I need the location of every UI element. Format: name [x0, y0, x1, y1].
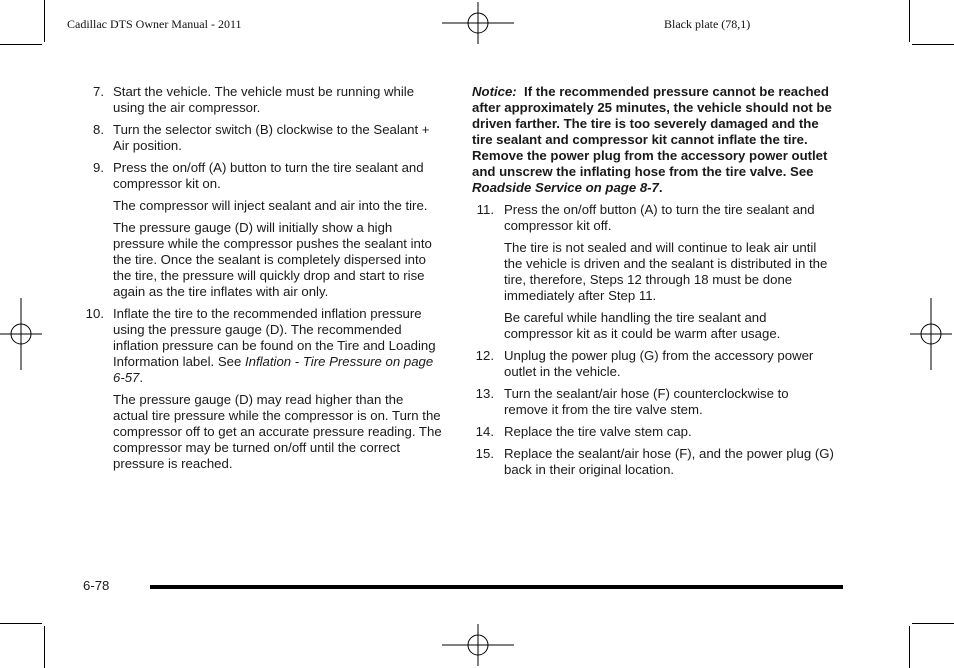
step-number: 10.: [85, 306, 104, 321]
registration-mark-top: [442, 2, 514, 44]
step-number: 15.: [475, 446, 494, 461]
crop-mark-bl-h: [0, 623, 42, 624]
step-14: [472, 424, 834, 440]
step-number: 7.: [93, 84, 104, 99]
step-13: [472, 386, 834, 418]
step-8: [80, 122, 442, 154]
step-text: Press the on/off button (A) to turn the tire sealant and compressor kit off.: [504, 202, 815, 233]
step-number: 9.: [93, 160, 104, 175]
step-text: Press the on/off (A) button to turn the tire sealant and compressor kit on.: [113, 160, 424, 191]
notice-label: Notice:: [472, 84, 517, 99]
xref-roadside-link[interactable]: Roadside Service on page 8-7: [472, 180, 659, 195]
registration-mark-bottom: [442, 624, 514, 666]
step-number: 12.: [475, 348, 494, 363]
footer-rule: [150, 585, 843, 589]
step-text: Unplug the power plug (G) from the accessory power outlet in the vehicle.: [504, 348, 814, 379]
step-10-note-1: The pressure gauge (D) may read higher than the actual tire pressure while the compressor is on. Turn the compressor off to get an accurate pressure reading. The compressor may be turned on/off until the correct pressure is reached.: [113, 392, 442, 471]
step-9: [80, 160, 442, 192]
step-9-note-1: The compressor will inject sealant and air into the tire.: [113, 198, 428, 213]
crop-mark-tl-v: [44, 0, 45, 42]
step-number: 11.: [476, 202, 494, 217]
step-7: [80, 84, 442, 116]
xref-inflation-link[interactable]: Inflation - Tire Pressure on page 6-57: [113, 354, 434, 385]
step-text: Replace the tire valve stem cap.: [504, 424, 692, 439]
crop-mark-tr-h: [912, 44, 954, 45]
header-title: Cadillac DTS Owner Manual - 2011: [67, 17, 242, 31]
step-10: [80, 306, 442, 386]
registration-mark-right: [910, 298, 952, 370]
step-12: [472, 348, 834, 380]
step-10-end: .: [139, 370, 144, 385]
notice-end: .: [658, 180, 663, 195]
step-11: [472, 202, 834, 234]
step-number: 8.: [93, 122, 104, 137]
crop-mark-br-v: [909, 626, 910, 668]
header-plate: Black plate (78,1): [664, 17, 751, 31]
step-9-note-2: The pressure gauge (D) will initially show a high pressure while the compressor pushes the sealant into the tire. Once the sealant is completely dispersed into the tire, the pressure will quickly drop and start to rise again as the tire inflates with air only.: [113, 220, 432, 299]
step-10-text: Inflate the tire to the recommended inflation pressure using the pressure gauge (D). The recommended inflation pressure can be found on the Tire and Loading Information label. See: [113, 306, 436, 369]
step-text: Replace the sealant/air hose (F), and the power plug (G) back in their original location.: [504, 446, 834, 477]
step-number: 14.: [475, 424, 494, 439]
step-number: 13.: [475, 386, 494, 401]
notice-body: If the recommended pressure cannot be reached after approximately 25 minutes, the vehicle should not be driven farther. The tire is too severely damaged and the tire sealant and compressor kit cannot inflate the tire. Remove the power plug from the accessory power outlet and unscrew the inflating hose from the tire valve. See: [472, 84, 832, 179]
crop-mark-tr-v: [909, 0, 910, 42]
page-number: 6-78: [83, 578, 110, 593]
right-column: [472, 84, 834, 484]
step-text: Turn the sealant/air hose (F) counterclockwise to remove it from the tire valve stem.: [504, 386, 789, 417]
crop-mark-bl-v: [44, 626, 45, 668]
step-text: Turn the selector switch (B) clockwise to the Sealant + Air position.: [113, 122, 430, 153]
left-column: [80, 84, 442, 478]
step-text: Start the vehicle. The vehicle must be running while using the air compressor.: [113, 84, 415, 115]
registration-mark-left: [0, 298, 42, 370]
step-15: [472, 446, 834, 478]
step-11-note-2: Be careful while handling the tire sealant and compressor kit as it could be warm after usage.: [504, 310, 781, 341]
crop-mark-br-h: [912, 623, 954, 624]
crop-mark-tl-h: [0, 44, 42, 45]
step-11-note-1: The tire is not sealed and will continue to leak air until the vehicle is driven and the sealant is distributed in the tire, therefore, Steps 12 through 18 must be done immediately after Step 11.: [504, 240, 828, 303]
step-text: [113, 306, 442, 386]
notice-block: [472, 84, 834, 196]
